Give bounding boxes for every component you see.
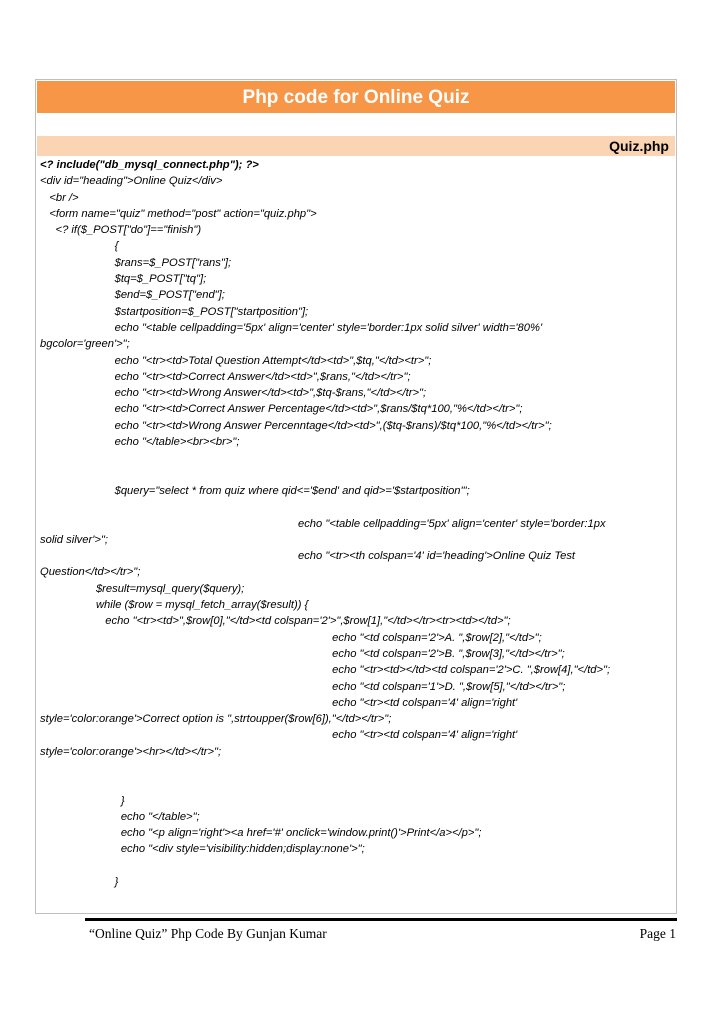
footer-author-text: “Online Quiz” Php Code By Gunjan Kumar <box>89 926 327 941</box>
code-line: <? if($_POST["do"]=="finish") <box>40 224 202 237</box>
code-line: echo "<td colspan='2'>B. ",$row[3],"</td></tr>"; <box>40 647 565 660</box>
code-line: echo "<tr><th colspan='4' id='heading'>Online Quiz Test <box>40 550 576 563</box>
code-line: solid silver'>"; <box>40 533 108 546</box>
code-line: <div id="heading">Online Quiz</div> <box>40 175 223 188</box>
code-line <box>40 776 676 792</box>
code-line: echo "<tr><td>Wrong Answer Percenntage</td><td>",($tq-$rans)/$tq*100,"%</td></tr>"; <box>40 419 552 432</box>
code-line: echo "</table>"; <box>40 810 200 823</box>
page-number: Page 1 <box>639 926 676 941</box>
code-line: style='color:orange'>Correct option is ",strtoupper($row[6]),"</td></tr>"; <box>40 713 392 726</box>
code-block <box>40 157 676 890</box>
code-line: echo "<table cellpadding='5px' align='center' style='border:1px solid silver' width='80%' <box>40 321 543 334</box>
code-line: $tq=$_POST["tq"]; <box>40 273 207 286</box>
code-line <box>40 760 676 776</box>
file-label: Quiz.php <box>609 138 669 154</box>
code-line: } <box>40 794 125 807</box>
code-line <box>40 499 676 515</box>
code-line: echo "<tr><td>Total Question Attempt</td><td>",$tq,"</td><tr>"; <box>40 354 432 367</box>
code-line: echo "<tr><td>Wrong Answer</td><td>",$tq-$rans,"</td></tr>"; <box>40 387 427 400</box>
document-title: Php code for Online Quiz <box>242 87 470 108</box>
code-line: echo "<td colspan='1'>D. ",$row[5],"</td></tr>"; <box>40 680 566 693</box>
file-label-bar <box>37 136 675 156</box>
code-line: echo "<tr><td colspan='4' align='right' <box>40 729 518 742</box>
code-line <box>40 467 676 483</box>
code-line: echo "<div style='visibility:hidden;display:none'>"; <box>40 843 365 856</box>
footer-rule <box>85 918 677 921</box>
code-line: $rans=$_POST["rans"]; <box>40 256 232 269</box>
code-line: $end=$_POST["end"]; <box>40 289 225 302</box>
code-line: <form name="quiz" method="post" action="quiz.php"> <box>40 207 317 220</box>
code-line: } <box>40 876 119 889</box>
code-line: style='color:orange'><hr></td></tr>"; <box>40 745 222 758</box>
code-line: Question</td></tr>"; <box>40 566 141 579</box>
code-line: { <box>40 240 119 253</box>
code-line: echo "<p align='right'><a href='#' onclick='window.print()'>Print</a></p>"; <box>40 827 482 840</box>
code-line <box>40 858 676 874</box>
code-line: $query="select * from quiz where qid<='$end' and qid>='$startposition'"; <box>40 484 470 497</box>
code-line: while ($row = mysql_fetch_array($result)) { <box>40 599 309 612</box>
code-line: echo "<tr><td>Correct Answer Percentage</td><td>",$rans/$tq*100,"%</td></tr>"; <box>40 403 523 416</box>
code-line: $startposition=$_POST["startposition"]; <box>40 305 309 318</box>
code-line <box>40 450 676 466</box>
code-line: echo "<td colspan='2'>A. ",$row[2],"</td>"; <box>40 631 542 644</box>
code-line: echo "<tr><td colspan='4' align='right' <box>40 696 518 709</box>
code-line: <br /> <box>40 191 79 204</box>
code-line: echo "<tr><td>",$row[0],"</td><td colspan='2'>",$row[1],"</td></tr><tr><td></td>"; <box>40 615 511 628</box>
code-line: bgcolor='green'>"; <box>40 338 130 351</box>
code-line: echo "<tr><td></td><td colspan='2'>C. ",$row[4],"</td>"; <box>40 664 611 677</box>
code-line: echo "<table cellpadding='5px' align='center' style='border:1px <box>40 517 606 530</box>
code-line: $result=mysql_query($query); <box>40 582 245 595</box>
code-line: echo "<tr><td>Correct Answer</td><td>",$rans,"</td></tr>"; <box>40 370 411 383</box>
document-title-bar <box>37 81 675 113</box>
code-line: <? include("db_mysql_connect.php"); ?> <box>40 159 259 171</box>
code-line: echo "</table><br><br>"; <box>40 436 240 449</box>
